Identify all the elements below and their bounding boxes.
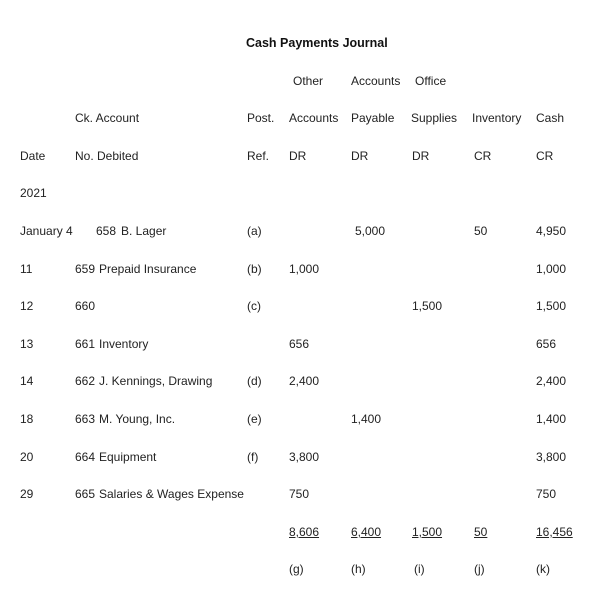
row-account: Salaries & Wages Expense [99,487,244,501]
row-cash: 4,950 [536,224,567,238]
header-payable-dr: DR [351,149,369,163]
header-no-debited: No. Debited [75,149,139,163]
row-date: 12 [20,299,34,313]
row-ref: (e) [247,412,262,426]
header-office: Office [415,74,447,88]
row-ck-no: 661 [75,337,96,351]
total-inventory: 50 [474,525,488,539]
row-supplies: 1,500 [412,299,443,313]
header-payable: Payable [351,111,395,125]
row-cash: 3,800 [536,450,567,464]
row-ref: (f) [247,450,259,464]
header-ck-account: Ck. Account [75,111,140,125]
row-date: 14 [20,374,34,388]
row-other: 750 [289,487,310,501]
row-account: Inventory [99,337,149,351]
row-date: January 4 [20,224,73,238]
row-date: 20 [20,450,34,464]
row-ref: (d) [247,374,262,388]
row-payable: 1,400 [351,412,382,426]
total-supplies: 1,500 [412,525,443,539]
header-accounts: Accounts [351,74,401,88]
row-account: B. Lager [121,224,167,238]
row-date: 11 [20,262,33,276]
row-inventory: 50 [474,224,488,238]
row-ref: (a) [247,224,262,238]
header-cash: Cash [536,111,565,125]
header-other: Other [293,74,324,88]
total-payable: 6,400 [351,525,382,539]
row-account: J. Kennings, Drawing [99,374,213,388]
row-cash: 750 [536,487,557,501]
row-account: M. Young, Inc. [99,412,176,426]
row-cash: 2,400 [536,374,567,388]
row-ck-no: 662 [75,374,96,388]
total-cash: 16,456 [536,525,573,539]
row-ck-no: 663 [75,412,96,426]
row-date: 13 [20,337,34,351]
header-cash-cr: CR [536,149,554,163]
row-ref: (b) [247,262,262,276]
row-other: 656 [289,337,310,351]
row-ck-no: 659 [75,262,96,276]
row-payable: 5,000 [355,224,386,238]
total-ref-other: (g) [289,562,304,576]
header-other-dr: DR [289,149,307,163]
header-supplies: Supplies [411,111,458,125]
row-date: 18 [20,412,34,426]
row-cash: 1,000 [536,262,567,276]
total-ref-supplies: (i) [414,562,425,576]
row-ref: (c) [247,299,261,313]
row-cash: 1,500 [536,299,567,313]
header-post: Post. [247,111,275,125]
row-cash: 656 [536,337,557,351]
total-ref-payable: (h) [351,562,366,576]
row-other: 2,400 [289,374,320,388]
header-supplies-dr: DR [412,149,430,163]
row-account: Equipment [99,450,157,464]
header-accounts-2: Accounts [289,111,339,125]
row-ck-no: 664 [75,450,96,464]
total-ref-inventory: (j) [474,562,485,576]
row-date: 29 [20,487,34,501]
total-ref-cash: (k) [536,562,550,576]
journal-title: Cash Payments Journal [246,36,388,50]
row-ck-no: 665 [75,487,96,501]
header-date: Date [20,149,46,163]
row-ck-no: 660 [75,299,96,313]
header-inventory: Inventory [472,111,522,125]
row-other: 1,000 [289,262,320,276]
row-cash: 1,400 [536,412,567,426]
header-ref: Ref. [247,149,270,163]
row-other: 3,800 [289,450,320,464]
row-account: Prepaid Insurance [99,262,197,276]
journal-year: 2021 [20,186,47,200]
total-other: 8,606 [289,525,320,539]
row-ck-no: 658 [96,224,117,238]
header-inventory-cr: CR [474,149,492,163]
